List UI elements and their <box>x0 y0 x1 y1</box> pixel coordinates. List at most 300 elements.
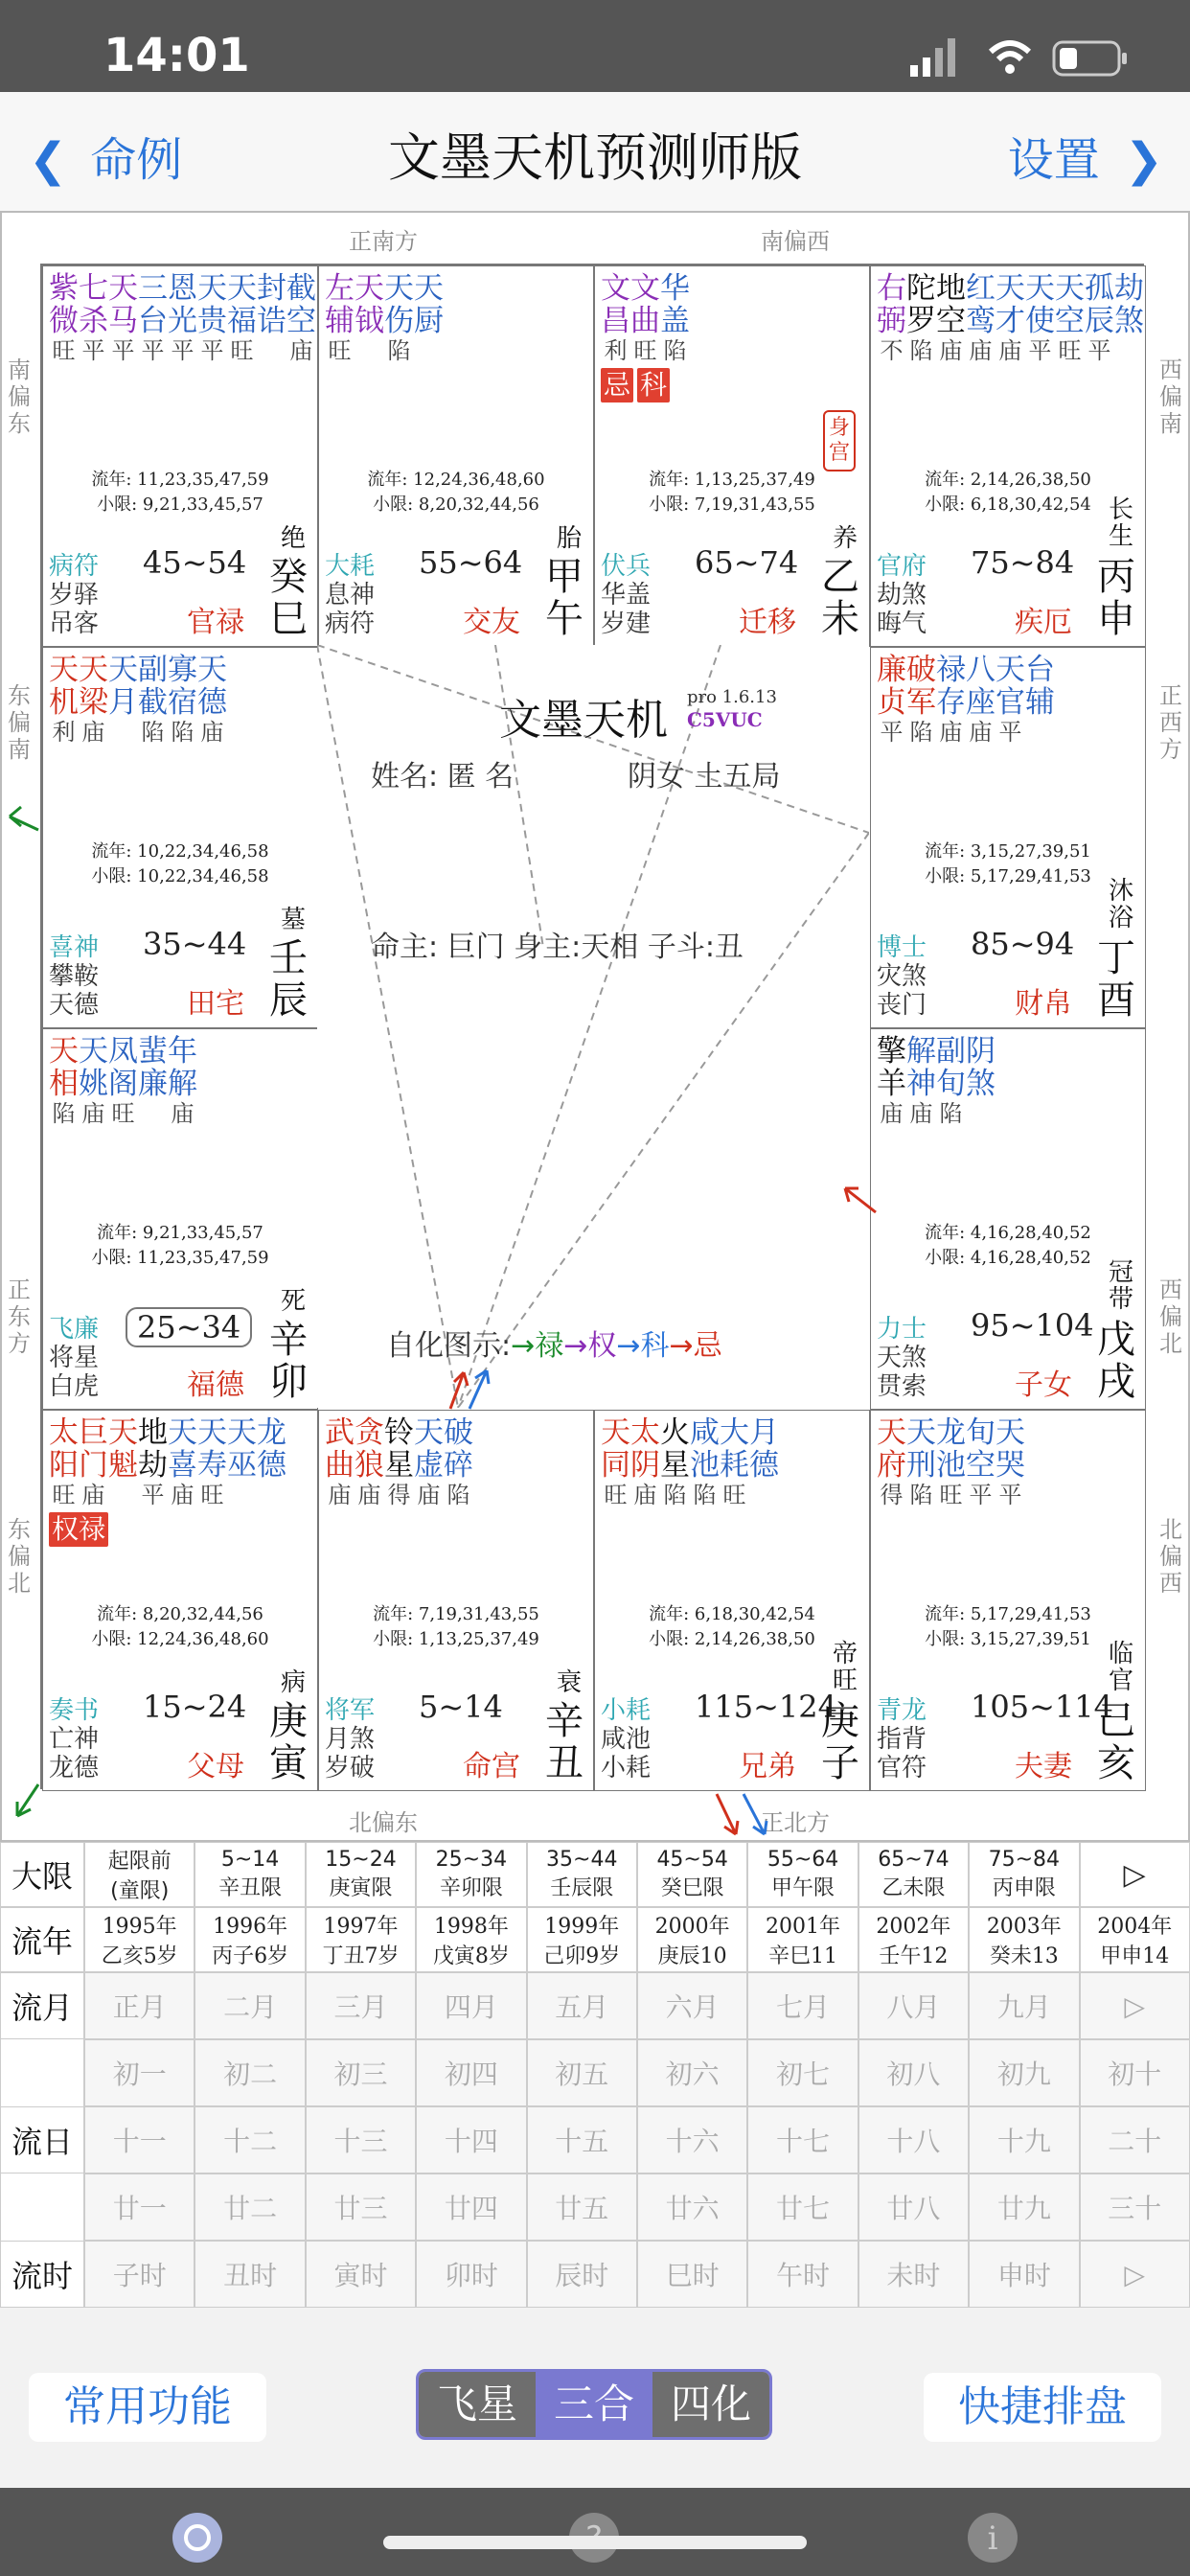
daxian-range: 35~44 <box>143 926 247 962</box>
suiqian-star: 息神 <box>325 581 376 610</box>
daxian-range: 55~64 <box>767 1848 839 1872</box>
star-char: 文 <box>630 271 660 306</box>
star-brightness: 旺 <box>604 1482 628 1508</box>
changsheng-state: 沐浴 <box>1108 877 1133 932</box>
star-brightness: 平 <box>81 337 105 364</box>
daxian-range: 95~104 <box>971 1307 1094 1344</box>
star-brightness <box>966 1100 995 1127</box>
liunian-age: 辛巳11 <box>768 1944 838 1968</box>
daxian-range: 45~54 <box>656 1848 728 1872</box>
liunian-cell[interactable] <box>195 1907 305 1972</box>
star-char: 红 <box>966 271 995 306</box>
liuri-cell[interactable]: 初三 <box>306 2039 416 2106</box>
daxian-cell[interactable] <box>747 1842 858 1907</box>
center-panel <box>317 645 869 1408</box>
jiangqian-star: 晦气 <box>877 610 927 638</box>
liuri-cell[interactable]: 廿八 <box>858 2174 969 2241</box>
liuri-cell[interactable]: 十四 <box>416 2106 526 2174</box>
palace-name: 疾厄 <box>1015 606 1072 639</box>
liuyue-cell[interactable]: 九月 <box>969 1972 1079 2039</box>
liunian-year: 2000年 <box>654 1915 730 1939</box>
boshi-star: 小耗 <box>601 1696 652 1725</box>
star-brightness: 陷 <box>939 1100 963 1127</box>
jiangqian-star: 岁破 <box>325 1754 376 1782</box>
info-icon[interactable] <box>964 2509 1021 2566</box>
liuyue-cell[interactable]: 三月 <box>306 1972 416 2039</box>
star-brightness: 陷 <box>387 337 411 364</box>
liuri-cell[interactable]: 初九 <box>969 2039 1079 2106</box>
star-char: 八 <box>966 653 995 687</box>
xiaoxian-ages: 小限: 1,13,25,37,49 <box>373 1629 539 1649</box>
star-char: 三 <box>138 271 168 306</box>
star-brightness: 利 <box>52 719 76 746</box>
star-brightness: 旺 <box>722 1482 746 1508</box>
liushi-cell[interactable]: 子时 <box>84 2241 195 2308</box>
star-char: 月 <box>108 685 138 720</box>
daxian-ganzhi: 丙申限 <box>992 1876 1056 1900</box>
code-text: C5VUC <box>687 708 763 731</box>
liuyue-row-label: 流月 <box>0 1972 84 2039</box>
boshi-star: 喜神 <box>49 933 100 962</box>
star-char: 太 <box>630 1415 660 1450</box>
liushi-cell[interactable]: 午时 <box>747 2241 858 2308</box>
sihua-tag: 科 <box>637 368 670 402</box>
liunian-cell[interactable] <box>527 1907 637 1972</box>
star-brightness <box>749 1482 779 1508</box>
star-char: 德 <box>257 1448 286 1483</box>
star-brightness: 平 <box>998 1482 1022 1508</box>
liushi-cell[interactable]: 辰时 <box>527 2241 637 2308</box>
liunian-cell[interactable] <box>969 1907 1079 1972</box>
star-brightness <box>138 1100 168 1127</box>
liuri-cell[interactable]: 十二 <box>195 2106 305 2174</box>
liuri-cell[interactable]: 十五 <box>527 2106 637 2174</box>
palace-stem: 癸 <box>269 555 308 599</box>
palace-stem: 戊 <box>1097 1318 1135 1362</box>
star-brightness: 陷 <box>446 1482 470 1508</box>
star-brightness: 得 <box>387 1482 411 1508</box>
liunian-cell[interactable] <box>1080 1907 1190 1972</box>
boshi-star: 青龙 <box>877 1696 927 1725</box>
liuri-cell[interactable]: 初五 <box>527 2039 637 2106</box>
star-char: 擎 <box>877 1034 906 1069</box>
star-char: 蜚 <box>138 1034 168 1069</box>
daxian-ganzhi: 甲午限 <box>771 1876 835 1900</box>
star-char: 副 <box>936 1034 966 1069</box>
liuyue-cell[interactable]: 五月 <box>527 1972 637 2039</box>
star-brightness: 平 <box>1028 337 1052 364</box>
star-brightness <box>108 719 138 746</box>
seg-sanhe[interactable]: 三合 <box>536 2372 652 2437</box>
liunian-cell[interactable] <box>416 1907 526 1972</box>
dir-left-top: 南偏东 <box>8 356 31 437</box>
boshi-star: 博士 <box>877 933 927 962</box>
liuri-cell[interactable]: 廿三 <box>306 2174 416 2241</box>
star-list <box>49 1416 286 1547</box>
star-char: 天 <box>995 653 1025 687</box>
palace-branch: 辰 <box>269 978 308 1023</box>
star-char: 左 <box>325 271 355 306</box>
liuri-cell[interactable]: 十六 <box>637 2106 747 2174</box>
star-brightness: 陷 <box>141 719 165 746</box>
palace-name: 夫妻 <box>1015 1750 1072 1783</box>
liunian-age: 戊寅8岁 <box>432 1944 510 1968</box>
liunian-age: 丙子6岁 <box>212 1944 289 1968</box>
changsheng-state: 长生 <box>1108 495 1133 551</box>
daxian-cell[interactable] <box>195 1842 305 1907</box>
palace-branch: 未 <box>821 597 859 641</box>
star-char: 武 <box>325 1415 355 1450</box>
star-list <box>325 272 444 364</box>
liunian-ages: 流年: 3,15,27,39,51 <box>925 841 1091 862</box>
boshi-star: 将军 <box>325 1696 376 1725</box>
star-brightness <box>1025 719 1055 746</box>
star-char: 喜 <box>168 1448 197 1483</box>
star-char: 破 <box>906 653 936 687</box>
palace-name: 兄弟 <box>739 1750 796 1783</box>
liushi-cell[interactable]: 寅时 <box>306 2241 416 2308</box>
star-char: 旬 <box>966 1415 995 1450</box>
star-char: 天 <box>49 1034 79 1069</box>
daxian-cell[interactable] <box>306 1842 416 1907</box>
liushi-cell[interactable]: 丑时 <box>195 2241 305 2308</box>
liuri-cell[interactable]: 廿五 <box>527 2174 637 2241</box>
liushi-cell[interactable]: 申时 <box>969 2241 1079 2308</box>
xiaoxian-ages: 小限: 10,22,34,46,58 <box>91 866 269 886</box>
liuri-cell[interactable]: 三十 <box>1080 2174 1190 2241</box>
boshi-star: 官府 <box>877 552 927 581</box>
palace-name: 迁移 <box>739 606 796 639</box>
star-brightness <box>414 337 444 364</box>
star-char: 天 <box>355 271 384 306</box>
star-brightness: 平 <box>111 337 135 364</box>
liuri-cell[interactable]: 初一 <box>84 2039 195 2106</box>
palace-yin[interactable] <box>42 1410 318 1791</box>
palace-name: 交友 <box>463 606 520 639</box>
palace-branch: 子 <box>821 1741 859 1785</box>
palace-chou[interactable] <box>318 1410 594 1791</box>
liunian-cell[interactable] <box>84 1907 195 1972</box>
quick-chart-button[interactable]: 快捷排盘 <box>924 2373 1161 2442</box>
liuri-cell[interactable]: 初七 <box>747 2039 858 2106</box>
daxian-range: 5~14 <box>419 1689 503 1725</box>
star-brightness: 利 <box>604 337 628 364</box>
liuyue-cell[interactable]: ▷ <box>1080 1972 1190 2039</box>
star-char: 咸 <box>690 1415 720 1450</box>
boshi-star: 奏书 <box>49 1696 100 1725</box>
star-char: 钺 <box>355 304 384 338</box>
jiangqian-star: 丧门 <box>877 991 927 1020</box>
liunian-ages: 流年: 7,19,31,43,55 <box>373 1604 539 1624</box>
star-char: 天 <box>79 1034 108 1069</box>
liunian-ages: 流年: 8,20,32,44,56 <box>97 1604 263 1624</box>
palace-name: 父母 <box>187 1750 244 1783</box>
liuri-cell[interactable]: 初八 <box>858 2039 969 2106</box>
liuri-cell[interactable]: 廿六 <box>637 2174 747 2241</box>
liunian-year: 2002年 <box>876 1915 951 1939</box>
daxian-range: ▷ <box>1123 1857 1146 1892</box>
star-brightness: 得 <box>880 1482 904 1508</box>
star-char: 副 <box>138 653 168 687</box>
daxian-row-label: 大限 <box>0 1842 84 1907</box>
star-brightness: 庙 <box>289 337 313 364</box>
daxian-range: 115~124 <box>695 1689 837 1725</box>
liushi-cell[interactable]: ▷ <box>1080 2241 1190 2308</box>
star-brightness: 平 <box>200 337 224 364</box>
star-char: 地 <box>936 271 966 306</box>
changsheng-state: 帝旺 <box>832 1640 858 1695</box>
battery-icon <box>1052 40 1129 77</box>
suiqian-star: 亡神 <box>49 1725 100 1754</box>
liuri-cell[interactable]: 十七 <box>747 2106 858 2174</box>
star-char: 煞 <box>966 1067 995 1101</box>
palace-stem: 甲 <box>545 555 584 599</box>
star-char: 座 <box>966 685 995 720</box>
liuyue-cell[interactable]: 二月 <box>195 1972 305 2039</box>
star-brightness: 庙 <box>939 337 963 364</box>
star-brightness: 庙 <box>81 1100 105 1127</box>
star-brightness: 庙 <box>81 719 105 746</box>
star-char: 军 <box>906 685 936 720</box>
daxian-range: 25~34 <box>435 1848 508 1872</box>
star-char: 辅 <box>325 304 355 338</box>
liuri-cell[interactable]: 十三 <box>306 2106 416 2174</box>
liuri-cell[interactable]: 初六 <box>637 2039 747 2106</box>
daxian-ganzhi: (童限) <box>110 1879 170 1903</box>
star-char: 禄 <box>936 653 966 687</box>
star-list <box>325 1416 473 1508</box>
daxian-ganzhi: 壬辰限 <box>550 1876 614 1900</box>
star-char: 天 <box>108 1415 138 1450</box>
liuyue-cell[interactable]: 四月 <box>416 1972 526 2039</box>
palace-shen[interactable] <box>870 265 1146 647</box>
daxian-cell[interactable] <box>1080 1842 1190 1907</box>
liunian-cell[interactable] <box>858 1907 969 1972</box>
xiaoxian-ages: 小限: 4,16,28,40,52 <box>925 1248 1091 1268</box>
palace-chen[interactable] <box>42 647 318 1028</box>
home-indicator <box>383 2536 807 2549</box>
star-brightness: 旺 <box>633 337 657 364</box>
row-spacer <box>0 2174 84 2241</box>
liunian-cell[interactable] <box>306 1907 416 1972</box>
liuri-cell[interactable]: 廿四 <box>416 2174 526 2241</box>
boshi-star: 大耗 <box>325 552 376 581</box>
changsheng-state: 病 <box>280 1668 306 1697</box>
star-brightness: 庙 <box>357 1482 381 1508</box>
star-brightness: 旺 <box>52 337 76 364</box>
star-brightness <box>257 337 286 364</box>
liunian-age: 乙亥5岁 <box>101 1944 178 1968</box>
liunian-ages: 流年: 11,23,35,47,59 <box>91 470 269 490</box>
star-char: 天 <box>995 1415 1025 1450</box>
liuri-cell[interactable]: 十九 <box>969 2106 1079 2174</box>
palace-you[interactable] <box>870 647 1146 1028</box>
suiqian-star: 咸池 <box>601 1725 652 1754</box>
star-char: 空 <box>966 1448 995 1483</box>
palace-stem: 丙 <box>1097 555 1135 599</box>
palace-name: 福德 <box>187 1368 244 1402</box>
star-char: 杀 <box>79 304 108 338</box>
liuri-cell[interactable]: 初二 <box>195 2039 305 2106</box>
dir-right-bottom: 北偏西 <box>1159 1516 1182 1597</box>
star-char: 天 <box>168 1415 197 1450</box>
daxian-cell[interactable] <box>84 1842 195 1907</box>
liuri-cell[interactable]: 廿九 <box>969 2174 1079 2241</box>
star-char: 弼 <box>877 304 906 338</box>
daxian-range: 25~34 <box>126 1307 252 1347</box>
star-char: 盖 <box>660 304 690 338</box>
star-char: 天 <box>79 653 108 687</box>
daxian-cell[interactable] <box>858 1842 969 1907</box>
liuyue-row <box>0 1972 1190 2039</box>
suiqian-star: 月煞 <box>325 1725 376 1754</box>
star-brightness: 庙 <box>939 719 963 746</box>
star-char: 相 <box>49 1067 79 1101</box>
compass-icon[interactable] <box>169 2509 226 2566</box>
liushi-cell[interactable]: 巳时 <box>637 2241 747 2308</box>
star-brightness: 旺 <box>111 1100 135 1127</box>
jiangqian-star: 官符 <box>877 1754 927 1782</box>
star-char: 台 <box>1025 653 1055 687</box>
liushi-row <box>0 2241 1190 2308</box>
palace-wu[interactable] <box>318 265 594 647</box>
palace-stem: 己 <box>1097 1699 1135 1743</box>
liuri-cell[interactable]: 二十 <box>1080 2106 1190 2174</box>
star-brightness: 陷 <box>663 337 687 364</box>
star-char: 煞 <box>1114 304 1144 338</box>
star-char: 狼 <box>355 1448 384 1483</box>
daxian-ganzhi: 辛卯限 <box>439 1876 503 1900</box>
liunian-age: 癸未13 <box>989 1944 1059 1968</box>
daxian-cell[interactable] <box>969 1842 1079 1907</box>
xiaoxian-ages: 小限: 2,14,26,38,50 <box>649 1629 815 1649</box>
palace-hai[interactable] <box>870 1410 1146 1791</box>
star-char: 天 <box>1055 271 1085 306</box>
tab-bar <box>0 2488 1190 2576</box>
star-char: 厨 <box>414 304 444 338</box>
liunian-age: 壬午12 <box>879 1944 949 1968</box>
liunian-age: 己卯9岁 <box>543 1944 621 1968</box>
daxian-range: 65~74 <box>695 544 799 581</box>
star-char: 封 <box>257 271 286 306</box>
liuri-cell[interactable]: 初十 <box>1080 2039 1190 2106</box>
star-char: 昌 <box>601 304 630 338</box>
star-list <box>49 1035 197 1127</box>
star-char: 姚 <box>79 1067 108 1101</box>
liuri-cell[interactable]: 初四 <box>416 2039 526 2106</box>
liuri-cell[interactable]: 廿七 <box>747 2174 858 2241</box>
liuyue-cell[interactable]: 正月 <box>84 1972 195 2039</box>
changsheng-state: 胎 <box>556 524 582 553</box>
daxian-range: 15~24 <box>325 1848 397 1872</box>
star-brightness: 庙 <box>969 719 993 746</box>
star-char: 碎 <box>444 1448 473 1483</box>
liunian-age: 丁丑7岁 <box>322 1944 400 1968</box>
ming-label: 命主: 巨门 身主:天相 子斗:丑 <box>371 931 744 964</box>
star-char: 贪 <box>355 1415 384 1450</box>
suiqian-star: 岁驿 <box>49 581 100 610</box>
svg-text:i: i <box>987 2519 998 2558</box>
star-char: 曲 <box>630 304 660 338</box>
star-char: 右 <box>877 271 906 306</box>
star-brightness: 平 <box>141 337 165 364</box>
star-brightness: 陷 <box>909 337 933 364</box>
xiaoxian-ages: 小限: 8,20,32,44,56 <box>373 494 539 515</box>
star-char: 紫 <box>49 271 79 306</box>
jiangqian-star: 病符 <box>325 610 376 638</box>
palace-xu[interactable] <box>870 1028 1146 1410</box>
daxian-range: 85~94 <box>971 926 1075 962</box>
palace-mao[interactable] <box>42 1028 318 1410</box>
star-char: 马 <box>108 304 138 338</box>
wifi-icon <box>987 38 1033 77</box>
liuyue-cell[interactable]: 八月 <box>858 1972 969 2039</box>
liunian-ages: 流年: 12,24,36,48,60 <box>367 470 545 490</box>
liunian-year: 1998年 <box>433 1915 509 1939</box>
sihua-tag: 权禄 <box>49 1512 108 1547</box>
sihua-item: →忌 <box>669 1329 722 1363</box>
star-char: 截 <box>138 685 168 720</box>
daxian-ganzhi: 乙未限 <box>881 1876 946 1900</box>
star-brightness: 平 <box>880 719 904 746</box>
liuri-cell[interactable]: 十一 <box>84 2106 195 2174</box>
seg-sihua[interactable]: 四化 <box>652 2372 769 2437</box>
liunian-cell[interactable] <box>637 1907 747 1972</box>
seg-feixing[interactable]: 飞星 <box>419 2372 536 2437</box>
star-char: 寿 <box>197 1448 227 1483</box>
liushi-cell[interactable]: 未时 <box>858 2241 969 2308</box>
star-char: 陀 <box>906 271 936 306</box>
xiaoxian-ages: 小限: 5,17,29,41,53 <box>925 866 1091 886</box>
liunian-ages: 流年: 1,13,25,37,49 <box>649 470 815 490</box>
star-char: 贵 <box>197 304 227 338</box>
liuri-cell[interactable]: 廿一 <box>84 2174 195 2241</box>
liunian-age: 甲申14 <box>1100 1944 1170 1968</box>
palace-wei[interactable] <box>594 265 870 647</box>
changsheng-state: 衰 <box>556 1668 582 1697</box>
liuri-cell[interactable]: 廿二 <box>195 2174 305 2241</box>
star-char: 羊 <box>877 1067 906 1101</box>
star-brightness: 旺 <box>200 1482 224 1508</box>
liushi-cell[interactable]: 卯时 <box>416 2241 526 2308</box>
star-char: 阴 <box>630 1448 660 1483</box>
palace-stem: 辛 <box>545 1699 584 1743</box>
liuyue-cell[interactable]: 七月 <box>747 1972 858 2039</box>
common-functions-button[interactable]: 常用功能 <box>29 2373 266 2442</box>
settings-button[interactable] <box>1008 123 1163 189</box>
liuri-cell[interactable]: 十八 <box>858 2106 969 2174</box>
star-char: 七 <box>79 271 108 306</box>
palace-stem: 庚 <box>821 1699 859 1743</box>
liunian-year: 2004年 <box>1097 1915 1173 1939</box>
star-char: 哭 <box>995 1448 1025 1483</box>
star-list <box>877 272 1144 364</box>
daxian-range: 65~74 <box>878 1848 950 1872</box>
daxian-cell[interactable] <box>527 1842 637 1907</box>
star-list <box>49 654 227 746</box>
palace-zi[interactable] <box>594 1410 870 1791</box>
palace-si[interactable] <box>42 265 318 647</box>
daxian-cell[interactable] <box>416 1842 526 1907</box>
daxian-cell[interactable] <box>637 1842 747 1907</box>
star-char: 天 <box>414 271 444 306</box>
liunian-cell[interactable] <box>747 1907 858 1972</box>
star-brightness: 旺 <box>328 337 352 364</box>
jiangqian-star: 天德 <box>49 991 100 1020</box>
daxian-range: 55~64 <box>419 544 523 581</box>
liunian-ages: 流年: 9,21,33,45,57 <box>97 1223 263 1243</box>
liuyue-cell[interactable]: 六月 <box>637 1972 747 2039</box>
